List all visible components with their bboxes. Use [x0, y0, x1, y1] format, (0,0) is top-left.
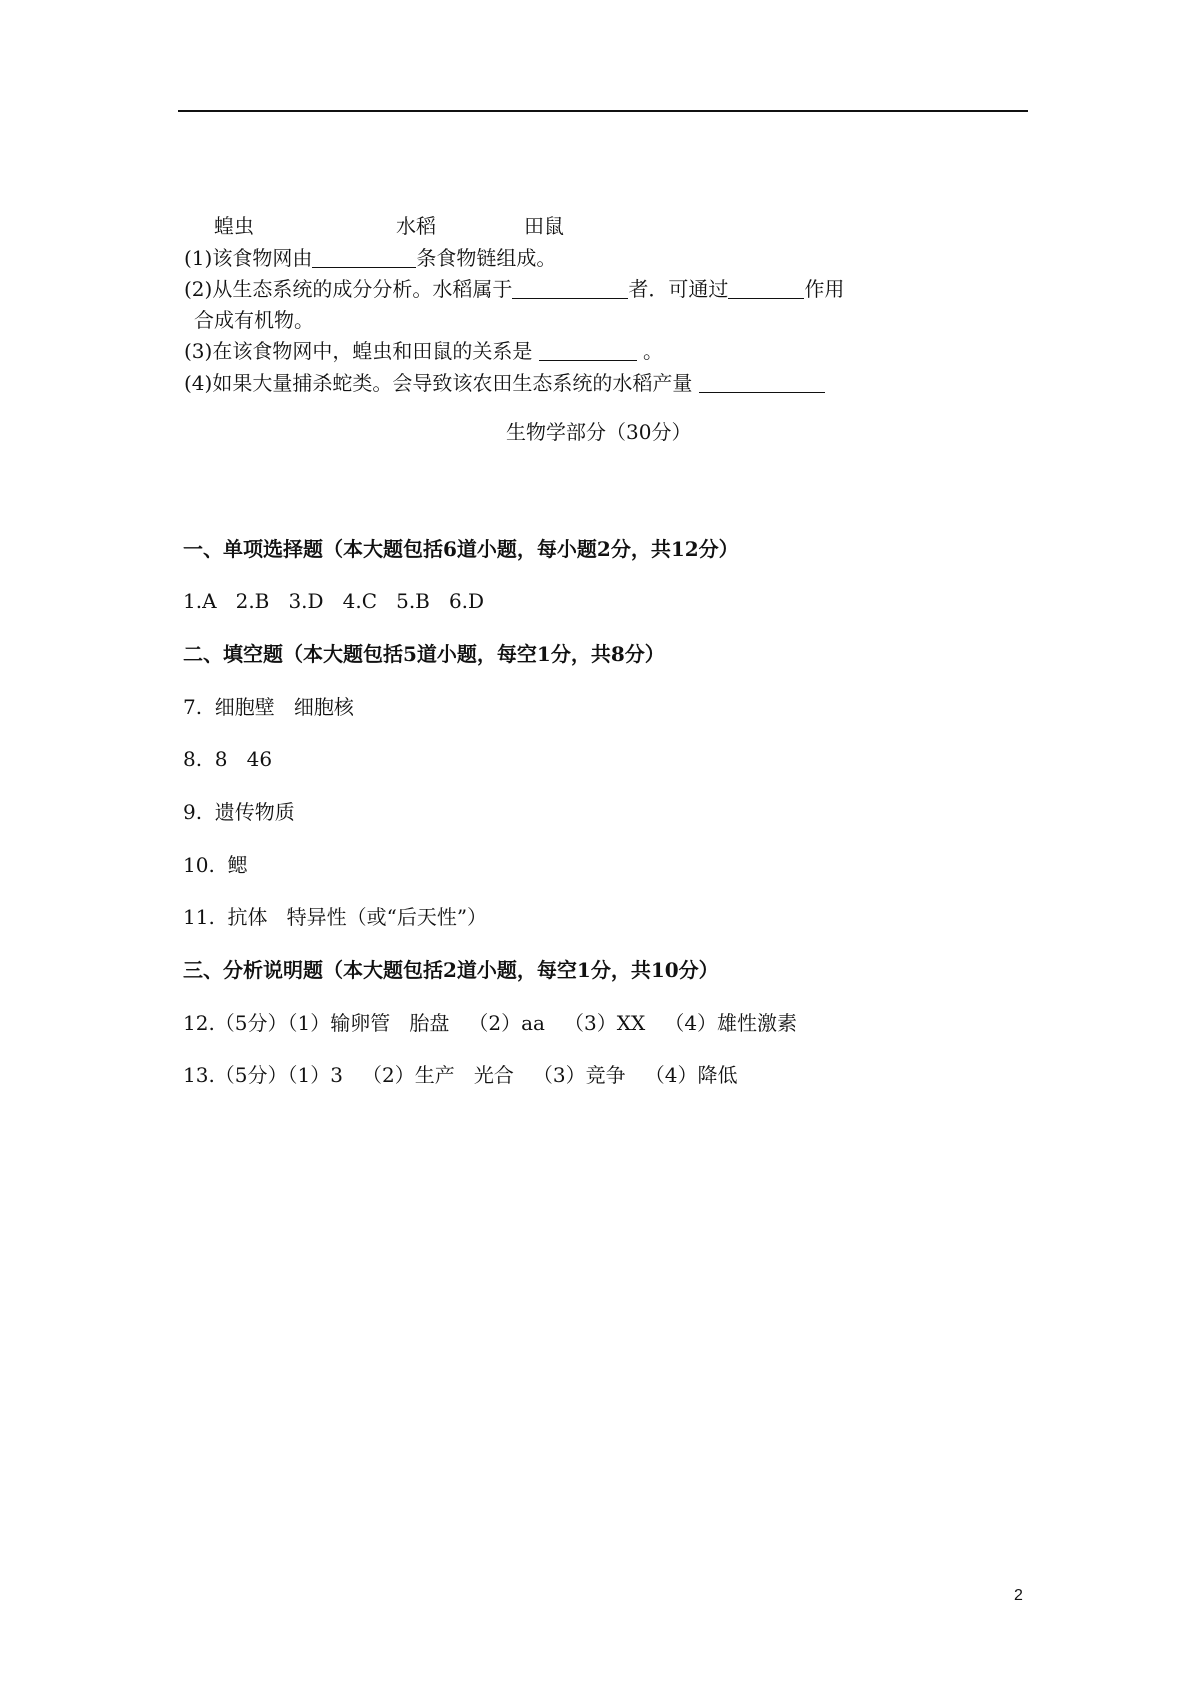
question-4: [184, 370, 825, 396]
answer-1-6: 1.A 2.B 3.D 4.C 5.B 6.D: [183, 589, 485, 613]
question-3: [184, 338, 663, 364]
page-number: 2: [1014, 1587, 1023, 1604]
answer-13: 13.（5分）（1）3 （2）生产 光合 （3）竞争 （4）降低: [183, 1063, 738, 1087]
q2-blank-2: [728, 278, 804, 299]
q2-text-post: 作用: [804, 277, 845, 301]
q4-text-pre: (4)如果大量捕杀蛇类。会导致该农田生态系统的水稻产量: [184, 371, 699, 395]
q1-text-pre: (1)该食物网由: [184, 246, 313, 270]
question-2-continued: 合成有机物。: [194, 308, 314, 332]
answer-8: 8. 8 46: [183, 747, 273, 771]
heading-analysis: 三、分析说明题（本大题包括2道小题，每空1分，共10分）: [183, 958, 719, 982]
answer-7: 7. 细胞壁 细胞核: [183, 695, 354, 719]
heading-fill-blank: 二、填空题（本大题包括5道小题，每空1分，共8分）: [183, 642, 665, 666]
answer-9: 9. 遗传物质: [183, 800, 295, 824]
q2-text-mid: 者．可通过: [628, 277, 729, 301]
section-title: 生物学部分（30分）: [506, 420, 692, 444]
question-1: [184, 245, 556, 271]
q3-blank: [539, 340, 637, 361]
q2-blank-1: [512, 278, 628, 299]
food-web-label-locust: 蝗虫: [214, 214, 254, 238]
q4-blank: [699, 372, 825, 393]
question-2: [184, 276, 844, 302]
heading-single-choice: 一、单项选择题（本大题包括6道小题，每小题2分，共12分）: [183, 537, 739, 561]
answer-10: 10. 鳃: [183, 853, 248, 877]
q2-text-pre: (2)从生态系统的成分分析。水稻属于: [184, 277, 513, 301]
answer-11: 11. 抗体 特异性（或“后天性”）: [183, 905, 488, 929]
q3-text-post: 。: [636, 339, 664, 363]
answer-12: 12.（5分）（1）输卵管 胎盘 （2）aa （3）XX （4）雄性激素: [183, 1011, 798, 1035]
q3-text-pre: (3)在该食物网中，蝗虫和田鼠的关系是: [184, 339, 539, 363]
q1-blank: [312, 247, 416, 268]
q1-text-post: 条食物链组成。: [416, 246, 557, 270]
food-web-label-rat: 田鼠: [524, 214, 564, 238]
header-rule: [178, 110, 1028, 112]
food-web-label-rice: 水稻: [396, 214, 436, 238]
